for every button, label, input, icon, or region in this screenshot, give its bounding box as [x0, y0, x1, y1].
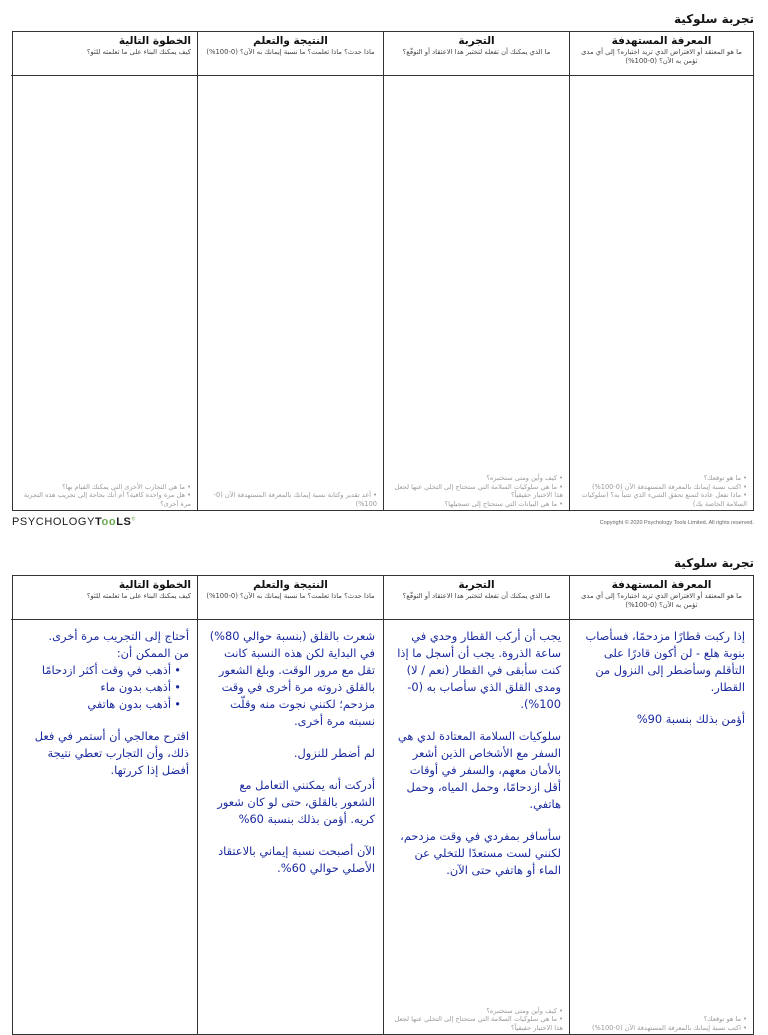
example-worksheet: [12, 575, 754, 1035]
column-body-blank[interactable]: [11, 76, 197, 510]
logo-text: LS: [116, 516, 132, 528]
entry-paragraph: أؤمن بذلك بنسبة 90%: [636, 712, 745, 726]
column-next-step: [11, 32, 197, 510]
entry-paragraph: إذا ركبت قطارًا مزدحمًا، فسأصاب بنوبة هلع - لن أكون قادرًا على التأقلم وسأضطر إلى النزول من القطار.: [585, 629, 745, 694]
hint: • ماذا تفعل عادة لتمنع تحقق الشيء الذي تتنبأ به؟ (سلوكيات السلامة الخاصة بك): [581, 491, 747, 508]
column-header: [198, 32, 383, 76]
column-header: [570, 576, 753, 620]
column-hints: [204, 491, 377, 508]
hint: • اكتب نسبة إيمانك بالمعرفة المستهدفة الآن (0-100%): [591, 482, 747, 491]
list-item: • أذهب في وقت أكثر ازدحامًا: [19, 662, 181, 679]
column-title: التجربة: [458, 579, 495, 591]
entry-paragraph: شعرت بالقلق (بنسبة حوالي 80%) في البداية لكن هذه النسبة كانت تقل مع مرور الوقت. وبلغ الشعور بالقلق ذروته مرة أخرى في وقت مزدحم؛ لكنني نجوت منه وقلّت نسبته مرة أخرى.: [209, 629, 375, 728]
entry-paragraph: أحتاج إلى التجريب مرة أخرى.: [48, 629, 189, 643]
column-subtitle: ما هو المعتقد أو الافتراض الذي تريد اختباره؟ إلى أي مدى تؤمن به الآن؟ (0-100%): [581, 592, 742, 609]
column-body-blank[interactable]: [570, 76, 753, 510]
psychology-tools-logo: PSYCHOLOGYTooLS®: [12, 516, 136, 528]
column-title: الخطوة التالية: [118, 35, 191, 47]
column-experiment: [383, 32, 569, 510]
hint: • ما هي البيانات التي ستحتاج إلى تسجيلها؟: [444, 499, 563, 508]
hint: • كيف وأين ومتى ستختبره؟: [486, 1006, 563, 1015]
entry-text: [19, 628, 189, 779]
sheet-title: تجربة سلوكية: [674, 556, 754, 570]
hint: • هل مرة واحدة كافية؟ أم أنك بحاجة إلى تجريب هذه التجربة مرة أخرى؟: [23, 491, 191, 508]
hint: • ما هي سلوكيات السلامة التي ستحتاج إلى التخلي عنها لجعل هذا الاختبار حقيقياً؟: [394, 482, 563, 499]
hint: • أعد تقدير وكتابة نسبة إيمانك بالمعرفة المستهدفة الآن (0-100%): [213, 491, 377, 508]
column-header: [570, 32, 753, 76]
column-subtitle: ماذا حدث؟ ماذا تعلمت؟ ما نسبة إيمانك به الآن؟ (0-100%): [206, 592, 375, 600]
options-list: [19, 662, 189, 713]
column-subtitle: ماذا حدث؟ ماذا تعلمت؟ ما نسبة إيمانك به الآن؟ (0-100%): [206, 48, 375, 56]
logo-text: T: [95, 516, 102, 528]
entry-text: [578, 628, 745, 728]
entry-paragraph: من الممكن أن:: [116, 646, 189, 660]
sheet-footer: [12, 516, 754, 530]
column-title: النتيجة والتعلم: [253, 35, 328, 47]
column-title: المعرفة المستهدفة: [611, 35, 712, 47]
logo-accent: oo: [101, 516, 117, 528]
entry-paragraph: الآن أصبحت نسبة إيماني بالاعتقاد الأصلي حوالي 60%.: [218, 844, 375, 875]
column-subtitle: كيف يمكنك البناء على ما تعلمته للتو؟: [86, 48, 191, 56]
column-title: التجربة: [458, 35, 495, 47]
column-header: [384, 576, 569, 620]
hint: • ما هي سلوكيات السلامة التي ستحتاج إلى التخلي عنها لجعل هذا الاختبار حقيقياً؟: [394, 1015, 563, 1032]
column-body-blank[interactable]: [384, 76, 569, 510]
column-header: [11, 576, 197, 620]
list-item: • أذهب بدون ماء: [19, 679, 181, 696]
logo-text: PSYCHOLOGY: [12, 516, 96, 528]
entry-text: [392, 628, 561, 879]
column-outcome: [197, 32, 383, 510]
entry-paragraph: أدركت أنه يمكنني التعامل مع الشعور بالقلق، حتى لو كان شعور كريه. أؤمن بذلك بنسبة 60%: [217, 778, 375, 826]
column-subtitle: ما الذي يمكنك أن تفعله لتختبر هذا الاعتقاد أو التوقّع؟: [402, 48, 551, 56]
hint: • اكتب نسبة إيمانك بالمعرفة المستهدفة الآن (0-100%): [591, 1023, 747, 1032]
entry-paragraph: لم أضطر للنزول.: [293, 746, 375, 760]
entry-paragraph: سلوكيات السلامة المعتادة لدي هي السفر مع الأشخاص الذين أشعر بالأمان معهم، والسفر في أوقات أقل ازدحامًا، وحمل المياه، وحمل هاتفي.: [397, 729, 561, 811]
entry-paragraph: يجب أن أركب القطار وحدي في ساعة الذروة. يجب أن أسجل ما إذا كنت سأبقى في القطار (نعم / لا) ومدى القلق الذي سأصاب به (0-100%).: [397, 629, 561, 711]
column-hints: [17, 483, 191, 509]
column-experiment: [383, 576, 569, 1034]
entry-paragraph: سأسافر بمفردي في وقت مزدحم، لكنني لست مستعدًا للتخلي عن الماء أو هاتفي حتى الآن.: [400, 829, 561, 877]
column-next-step: [11, 576, 197, 1034]
column-subtitle: كيف يمكنك البناء على ما تعلمته للتو؟: [86, 592, 191, 600]
column-outcome: [197, 576, 383, 1034]
column-subtitle: ما الذي يمكنك أن تفعله لتختبر هذا الاعتقاد أو التوقّع؟: [402, 592, 551, 600]
column-target-cognition: [569, 576, 753, 1034]
column-title: النتيجة والتعلم: [253, 579, 328, 591]
hint: • ما هي التجارب الأخرى التي يمكنك القيام بها؟: [62, 482, 191, 491]
copyright-notice: Copyright © 2020 Psychology Tools Limited. All rights reserved.: [599, 520, 754, 526]
column-body-filled[interactable]: [11, 620, 197, 1034]
hint: • ما هو توقعك؟: [703, 474, 747, 482]
entry-paragraph: اقترح معالجي أن أستمر في فعل ذلك، وأن التجارب تعطي نتيجة أفضل إذا كررتها.: [34, 729, 189, 777]
column-title: الخطوة التالية: [118, 579, 191, 591]
hint: • كيف وأين ومتى ستختبره؟: [486, 474, 563, 482]
column-hints: [390, 1007, 563, 1033]
column-body-blank[interactable]: [198, 76, 383, 510]
column-body-filled[interactable]: [384, 620, 569, 1034]
column-target-cognition: [569, 32, 753, 510]
blank-worksheet: [12, 31, 754, 511]
column-title: المعرفة المستهدفة: [611, 579, 712, 591]
sheet-title: تجربة سلوكية: [674, 12, 754, 26]
column-hints: [390, 474, 563, 508]
column-header: [384, 32, 569, 76]
list-item: • أذهب بدون هاتفي: [19, 696, 181, 713]
column-subtitle: ما هو المعتقد أو الافتراض الذي تريد اختباره؟ إلى أي مدى تؤمن به الآن؟ (0-100%): [581, 48, 742, 65]
column-hints: [576, 474, 747, 508]
column-hints: [576, 1015, 747, 1032]
entry-text: [206, 628, 375, 877]
column-body-filled[interactable]: [570, 620, 753, 1034]
column-body-filled[interactable]: [198, 620, 383, 1034]
hint: • ما هو توقعك؟: [703, 1015, 747, 1023]
column-header: [11, 32, 197, 76]
column-header: [198, 576, 383, 620]
